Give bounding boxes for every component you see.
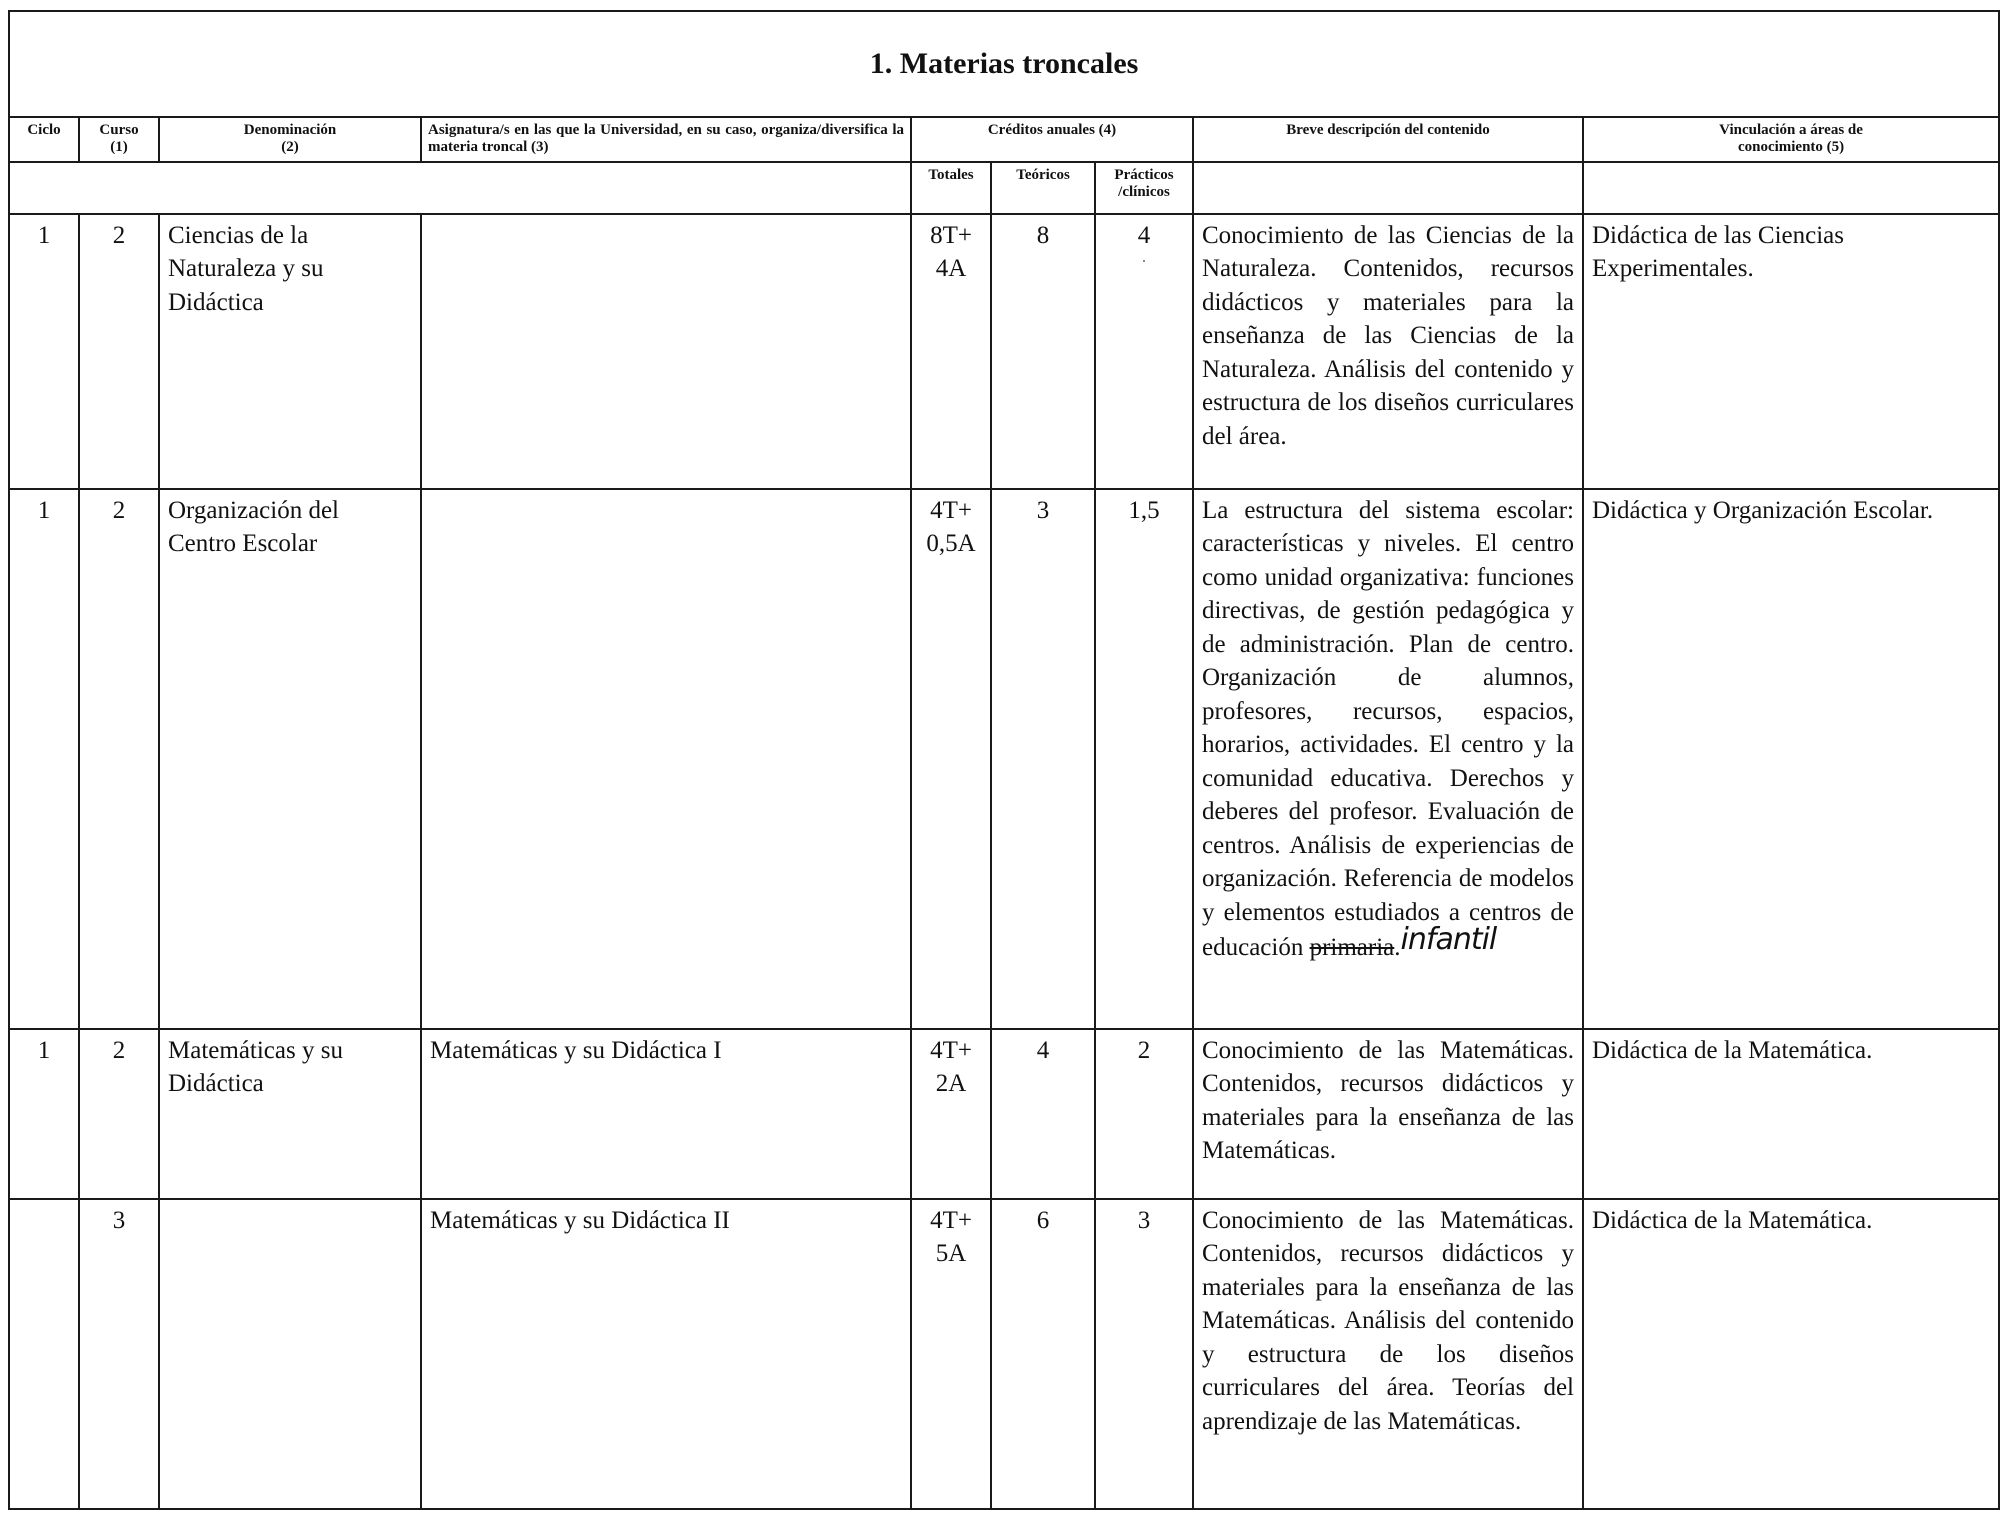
cell-teoricos: 4	[991, 1029, 1095, 1199]
descripcion-text: La estructura del sistema escolar: características y niveles. El centro como unidad organizativa: funciones directivas, de gestión pedagógica y de administración. Plan de centro. Organización de alumnos, profesores, recursos, espacios, horarios, actividades. El centro y la comunidad educativa. Derechos y deberes del profesor. Evaluación de centros. Análisis de experiencias de organización. Referencia de modelos y elementos estudiados a centros de educación	[1202, 496, 1574, 961]
header-practicos: Prácticos /clínicos	[1095, 162, 1193, 214]
header-denominacion: Denominación (2)	[159, 117, 421, 162]
cell-practicos: 4 ·	[1095, 214, 1193, 489]
header-totales: Totales	[911, 162, 991, 214]
cell-totales: 4T+ 0,5A	[911, 489, 991, 1029]
cell-vinculacion: Didáctica y Organización Escolar.	[1583, 489, 1999, 1029]
cell-teoricos: 6	[991, 1199, 1095, 1509]
cell-curso: 3	[79, 1199, 159, 1509]
header-ciclo: Ciclo	[9, 117, 79, 162]
cell-descripcion: Conocimiento de las Ciencias de la Naturaleza. Contenidos, recursos didácticos y materiales para la enseñanza de las Ciencias de la Naturaleza. Análisis del contenido y estructura de los diseños curriculares del área.	[1193, 214, 1583, 489]
cell-totales: 4T+ 5A	[911, 1199, 991, 1509]
header-descripcion: Breve descripción del contenido	[1193, 117, 1583, 162]
subheader-blank	[9, 162, 911, 214]
header-row	[9, 117, 1999, 162]
subheader-row	[9, 162, 1999, 214]
scan-dot: ·	[1141, 251, 1147, 271]
cell-descripcion: Conocimiento de las Matemáticas. Contenidos, recursos didácticos y materiales para la enseñanza de las Matemáticas. Análisis del contenido y estructura de los diseños curriculares del área. Teorías del aprendizaje de las Matemáticas.	[1193, 1199, 1583, 1509]
table-title: 1. Materias troncales	[869, 47, 1139, 80]
cell-teoricos: 3	[991, 489, 1095, 1029]
descripcion-end: .	[1394, 934, 1401, 961]
cell-denominacion: Matemáticas y su Didáctica	[159, 1029, 421, 1199]
cell-curso: 2	[79, 1029, 159, 1199]
cell-vinculacion: Didáctica de las Ciencias Experimentales.	[1583, 214, 1999, 489]
cell-ciclo: 1	[9, 489, 79, 1029]
cell-denominacion: Ciencias de la Naturaleza y su Didáctica	[159, 214, 421, 489]
handwritten-correction: infantil	[1400, 922, 1497, 957]
subheader-blank-vinc	[1583, 162, 1999, 214]
cell-curso: 2	[79, 489, 159, 1029]
cell-totales: 8T+ 4A	[911, 214, 991, 489]
cell-practicos: 1,5	[1095, 489, 1193, 1029]
cell-practicos: 3	[1095, 1199, 1193, 1509]
cell-descripcion	[1193, 489, 1583, 1029]
cell-ciclo: 1	[9, 214, 79, 489]
header-vinculacion: Vinculación a áreas de conocimiento (5)	[1583, 117, 1999, 162]
document-page	[8, 10, 1998, 1510]
cell-asignatura	[421, 489, 911, 1029]
cell-teoricos: 8	[991, 214, 1095, 489]
table-row	[9, 1199, 1999, 1509]
header-creditos: Créditos anuales (4)	[911, 117, 1193, 162]
cell-practicos: 2	[1095, 1029, 1193, 1199]
subheader-blank-desc	[1193, 162, 1583, 214]
header-curso: Curso (1)	[79, 117, 159, 162]
header-teoricos: Teóricos	[991, 162, 1095, 214]
cell-asignatura: Matemáticas y su Didáctica I	[421, 1029, 911, 1199]
struck-word: primaria	[1309, 934, 1395, 961]
cell-asignatura	[421, 214, 911, 489]
cell-ciclo: 1	[9, 1029, 79, 1199]
header-asignaturas: Asignatura/s en las que la Universidad, en su caso, organiza/diversifica la materia troncal (3)	[421, 117, 911, 162]
table-title-cell	[9, 11, 1999, 117]
cell-vinculacion: Didáctica de la Matemática.	[1583, 1199, 1999, 1509]
table-row	[9, 1029, 1999, 1199]
cell-vinculacion: Didáctica de la Matemática.	[1583, 1029, 1999, 1199]
cell-denominacion	[159, 1199, 421, 1509]
cell-denominacion: Organización del Centro Escolar	[159, 489, 421, 1029]
cell-ciclo	[9, 1199, 79, 1509]
materias-troncales-table	[8, 10, 2000, 1510]
table-row	[9, 214, 1999, 489]
cell-totales: 4T+ 2A	[911, 1029, 991, 1199]
table-row	[9, 489, 1999, 1029]
cell-asignatura: Matemáticas y su Didáctica II	[421, 1199, 911, 1509]
cell-descripcion: Conocimiento de las Matemáticas. Contenidos, recursos didácticos y materiales para la enseñanza de las Matemáticas.	[1193, 1029, 1583, 1199]
cell-curso: 2	[79, 214, 159, 489]
